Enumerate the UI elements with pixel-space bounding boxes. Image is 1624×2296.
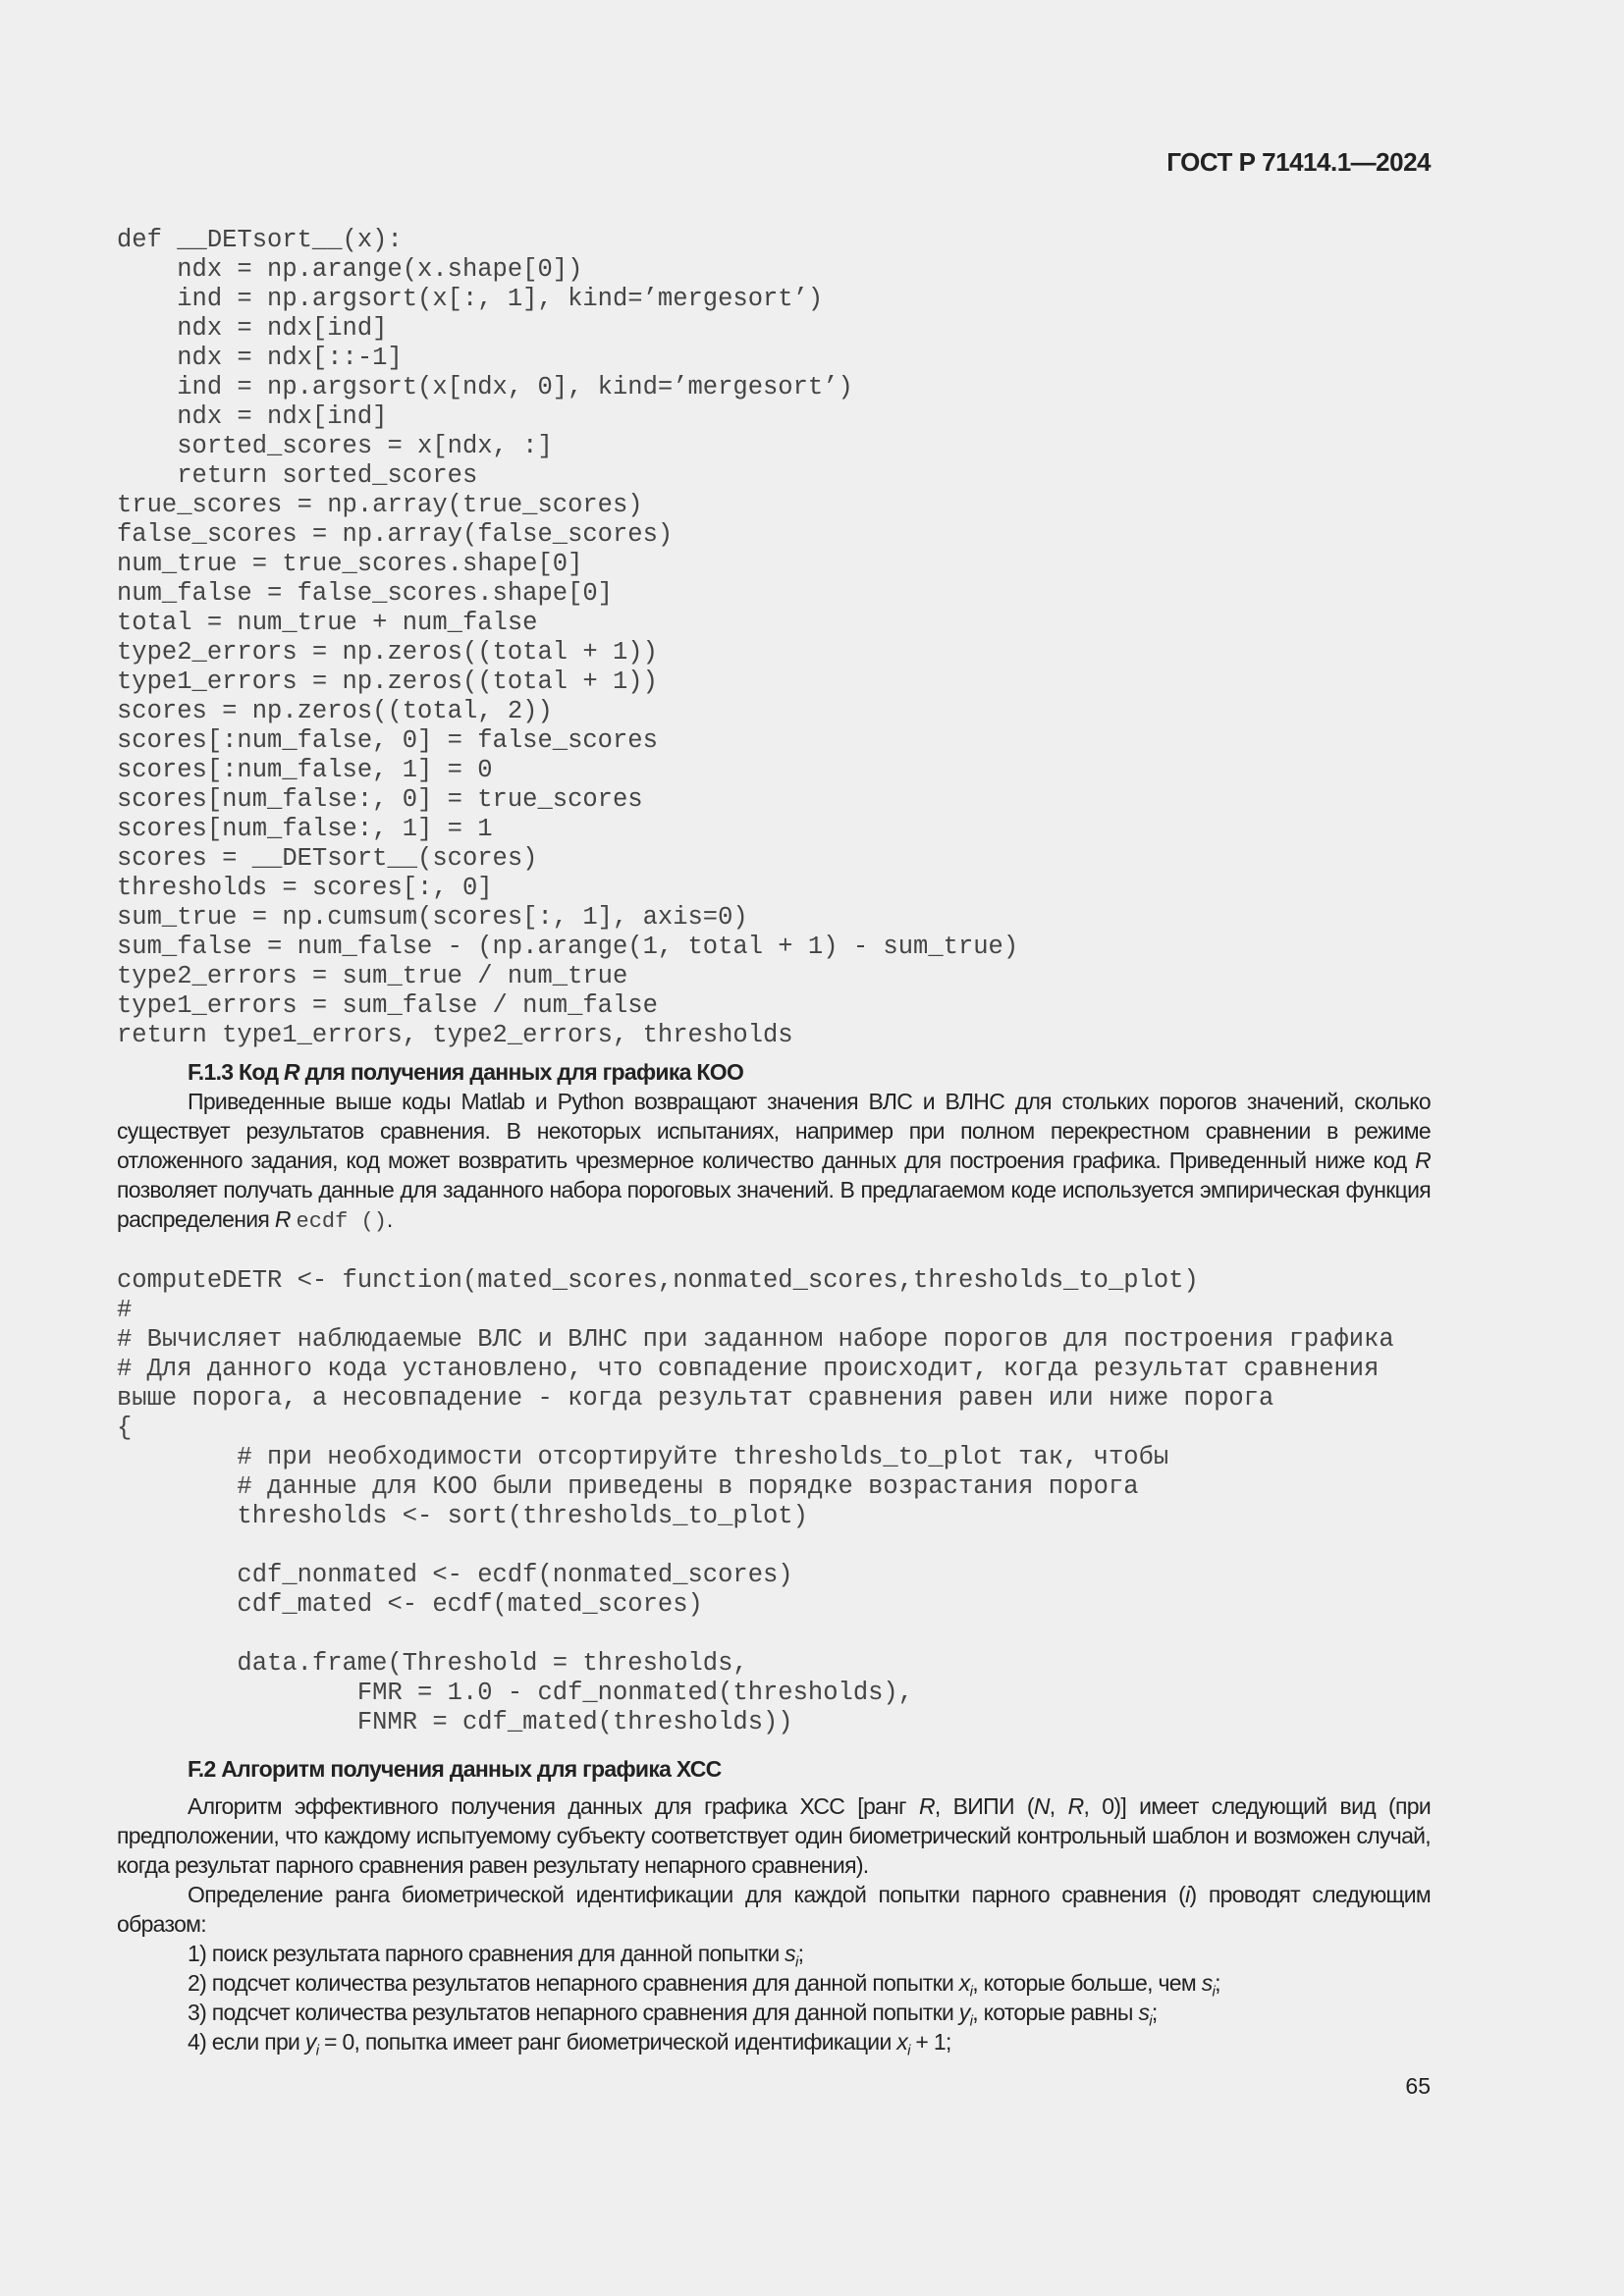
r-code-block (117, 1266, 1394, 1737)
text-run: , (1049, 1793, 1068, 1819)
text-run: = 0, попытка имеет ранг биометрической идентификации (318, 2029, 897, 2055)
text-run: F.2 Алгоритм получения данных для графика ХСС (188, 1756, 722, 1782)
code-line: sum_true = np.cumsum(scores[:, 1], axis=0) (117, 903, 748, 932)
code-line: FMR = 1.0 - cdf_nonmated(thresholds), (117, 1679, 914, 1707)
text-run: i (969, 1983, 973, 2001)
code-line: ndx = np.arange(x.shape[0]) (117, 255, 583, 284)
code-line: thresholds <- sort(thresholds_to_plot) (117, 1502, 808, 1530)
text-run: для получения данных для графика КОО (298, 1059, 744, 1085)
code-line: # Вычисляет наблюдаемые ВЛС и ВЛНС при заданном наборе порогов для построения графика (117, 1325, 1394, 1354)
code-line: false_scores = np.array(false_scores) (117, 520, 674, 549)
text-run: s (785, 1941, 795, 1966)
code-line: scores = np.zeros((total, 2)) (117, 697, 553, 725)
code-line: # при необходимости отсортируйте thresholds_to_plot так, чтобы (117, 1443, 1169, 1471)
code-line: computeDETR <- function(mated_scores,nonmated_scores,thresholds_to_plot) (117, 1266, 1199, 1295)
code-line: cdf_mated <- ecdf(mated_scores) (117, 1590, 703, 1619)
text-run: + 1; (909, 2029, 951, 2055)
text-run: i (907, 2042, 910, 2059)
code-line: { (117, 1414, 133, 1442)
text-run: , которые равны (972, 2000, 1139, 2025)
section-f2 (117, 1754, 1432, 2059)
text-run: F.1.3 Код (188, 1059, 285, 1085)
code-line: scores[:num_false, 0] = false_scores (117, 726, 658, 755)
text-run: s (1138, 2000, 1150, 2025)
code-line: FNMR = cdf_mated(thresholds)) (117, 1708, 793, 1736)
code-line: scores[:num_false, 1] = 0 (117, 756, 493, 784)
code-line: true_scores = np.array(true_scores) (117, 491, 643, 519)
document-header: ГОСТ Р 71414.1—2024 (1166, 147, 1431, 177)
text-run: i (1149, 2012, 1152, 2030)
code-line: # (117, 1296, 133, 1324)
code-line: data.frame(Threshold = thresholds, (117, 1649, 748, 1678)
code-line: num_true = true_scores.shape[0] (117, 550, 583, 578)
text-run: , ВИПИ ( (934, 1793, 1034, 1819)
section-f13 (117, 1057, 1431, 1237)
list-item (117, 1998, 1431, 2030)
text-run: Определение ранга биометрической идентификации для каждой попытки парного сравнения ( (188, 1882, 1186, 1907)
code-line (117, 1531, 1394, 1561)
code-line: ndx = ndx[::-1] (117, 344, 403, 372)
code-line: type2_errors = np.zeros((total + 1)) (117, 638, 658, 667)
paragraph (117, 1880, 1431, 1939)
text-run: R (284, 1059, 299, 1085)
code-line: выше порога, а несовпадение - когда результат сравнения равен или ниже порога (117, 1384, 1274, 1413)
text-run: позволяет получать данные для заданного набора пороговых значений. В предлагаемом коде используется эмпирическая функция распределения (117, 1177, 1431, 1232)
code-line: ndx = ndx[ind] (117, 314, 388, 343)
code-line: # данные для КОО были приведены в порядке возрастания порога (117, 1472, 1139, 1501)
text-run: ; (797, 1941, 804, 1966)
text-run: N (1033, 1793, 1050, 1819)
text-run: y (958, 2000, 970, 2025)
text-run: , 0)] имеет следующий вид (при предположении, что каждому испытуемому субъекту соответствует один биометрический контрольный шаблон и возможен случай, когда результат парного сравнения равен результату непарного сравнения). (117, 1793, 1432, 1878)
code-line: scores[num_false:, 1] = 1 (117, 815, 493, 843)
text-run: R (918, 1793, 935, 1819)
code-line: num_false = false_scores.shape[0] (117, 579, 613, 608)
text-run: R (274, 1206, 291, 1232)
text-run: Приведенные выше коды Matlab и Python возвращают значения ВЛС и ВЛНС для стольких порогов значений, сколько существует результатов сравнения. В некоторых испытаниях, например при полном перекрестном сравнении в режиме отложенного задания, код может возвратить чрезмерное количество данных для построения графика. Приведенный ниже код (117, 1089, 1431, 1173)
code-line: ndx = ndx[ind] (117, 402, 388, 431)
code-line: ind = np.argsort(x[:, 1], kind=’mergesort’) (117, 285, 824, 313)
text-run: ) проводят следующим образом: (117, 1882, 1431, 1937)
code-line: cdf_nonmated <- ecdf(nonmated_scores) (117, 1561, 793, 1589)
inline-code: ecdf () (296, 1209, 387, 1234)
code-line: type1_errors = sum_false / num_false (117, 991, 658, 1020)
text-run: y (304, 2029, 316, 2055)
text-run: x (896, 2029, 908, 2055)
text-run: ; (1151, 2000, 1158, 2025)
text-run: 4) если при (188, 2029, 305, 2055)
code-line: # Для данного кода установлено, что совпадение происходит, когда результат сравнения (117, 1355, 1380, 1383)
section-heading-f2 (117, 1754, 1431, 1784)
code-line: thresholds = scores[:, 0] (117, 874, 493, 902)
list-item (117, 1968, 1431, 2001)
section-heading-f13 (117, 1057, 1431, 1087)
text-run: R (1415, 1148, 1431, 1173)
text-run: i (794, 1953, 798, 1971)
text-run: i (315, 2042, 319, 2059)
text-run: Алгоритм эффективного получения данных для графика ХСС [ранг (188, 1793, 919, 1819)
text-run: R (1067, 1793, 1084, 1819)
text-run: i (1212, 1983, 1216, 2001)
code-line: return type1_errors, type2_errors, thresholds (117, 1021, 793, 1049)
text-run: , которые больше, чем (972, 1970, 1202, 1996)
code-line: scores[num_false:, 0] = true_scores (117, 785, 643, 814)
code-line: sorted_scores = x[ndx, :] (117, 432, 553, 460)
numbered-list (117, 1939, 1431, 2059)
text-run: s (1201, 1970, 1213, 1996)
text-run: 2) подсчет количества результатов непарного сравнения для данной попытки (188, 1970, 959, 1996)
text-run: 1) поиск результата парного сравнения для данной попытки (188, 1941, 785, 1966)
text-run: i (969, 2012, 973, 2030)
code-line: total = num_true + num_false (117, 609, 538, 637)
text-run: x (958, 1970, 970, 1996)
code-line: def __DETsort__(x): (117, 226, 403, 254)
code-line (117, 1620, 1394, 1649)
paragraph (117, 1087, 1431, 1237)
text-run: ; (1215, 1970, 1220, 1996)
code-line: ind = np.argsort(x[ndx, 0], kind=’mergesort’) (117, 373, 853, 401)
list-item (117, 2027, 1431, 2059)
text-run: . (386, 1206, 393, 1232)
text-run: i (1185, 1882, 1190, 1907)
paragraph (117, 1791, 1431, 1880)
code-line: scores = __DETsort__(scores) (117, 844, 538, 873)
text-run: 3) подсчет количества результатов непарного сравнения для данной попытки (188, 2000, 959, 2025)
code-line: type2_errors = sum_true / num_true (117, 962, 628, 990)
code-line: return sorted_scores (117, 461, 478, 490)
code-line: sum_false = num_false - (np.arange(1, total + 1) - sum_true) (117, 933, 1019, 961)
list-item (117, 1939, 1431, 1971)
page-number: 65 (1405, 2073, 1431, 2099)
python-code-block (117, 226, 1018, 1050)
code-line: type1_errors = np.zeros((total + 1)) (117, 667, 658, 696)
